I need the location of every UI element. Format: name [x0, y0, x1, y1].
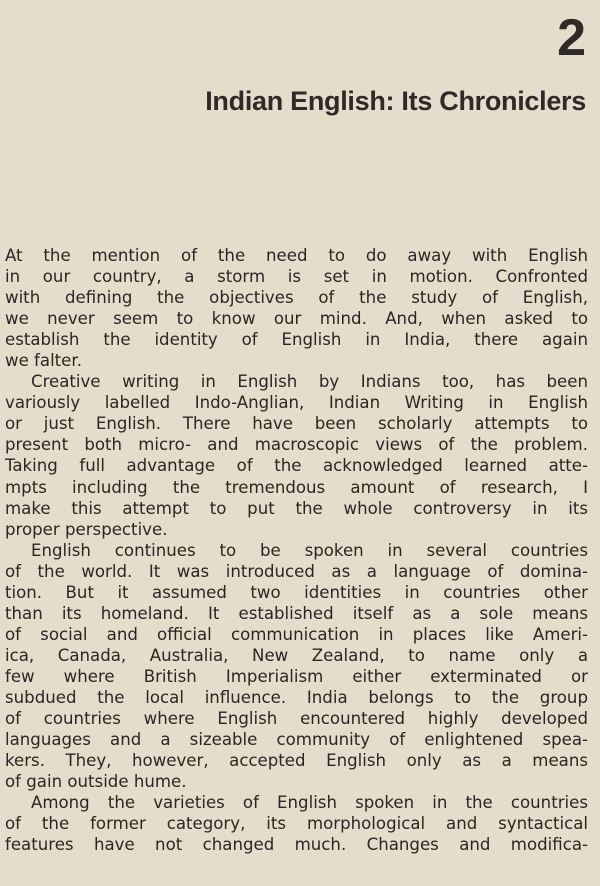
text-line: few where British Imperialism either exterminated or	[5, 666, 588, 686]
text-line: Creative writing in English by Indians too, has been	[31, 372, 588, 392]
text-line: variously labelled Indo-Anglian, Indian Writing in English	[5, 393, 588, 413]
text-line: of the former category, its morphological and syntactical	[5, 814, 588, 834]
text-line: than its homeland. It established itself as a sole means	[5, 603, 588, 623]
text-line: proper perspective.	[5, 519, 168, 539]
chapter-title: Indian English: Its Chroniclers	[205, 86, 586, 116]
text-line: or just English. There have been scholarly attempts to	[5, 414, 588, 434]
text-line: English continues to be spoken in several countries	[31, 540, 588, 560]
text-line: kers. They, however, accepted English only as a means	[5, 751, 588, 771]
text-line: At the mention of the need to do away with English	[5, 246, 588, 265]
text-line: features have not changed much. Changes and modifica-	[5, 835, 588, 855]
text-line: Among the varieties of English spoken in the countries	[31, 793, 588, 813]
text-line: in our country, a storm is set in motion. Confronted	[5, 267, 588, 287]
text-line: subdued the local influence. India belongs to the group	[5, 687, 588, 707]
text-line: ica, Canada, Australia, New Zealand, to name only a	[5, 645, 588, 665]
text-line: we falter.	[5, 351, 82, 371]
text-line: of social and official communication in places like Ameri-	[5, 624, 588, 644]
text-line: languages and a sizeable community of enlightened spea-	[5, 730, 588, 750]
body-text	[5, 245, 588, 855]
text-line: establish the identity of English in India, there again	[5, 330, 588, 350]
chapter-number: 2	[557, 9, 586, 67]
text-line: mpts including the tremendous amount of research, I	[5, 477, 588, 497]
text-line: present both micro- and macroscopic views of the problem.	[5, 435, 588, 455]
text-line: Taking full advantage of the acknowledged learned atte-	[5, 456, 588, 476]
text-line: tion. But it assumed two identities in countries other	[5, 582, 588, 602]
text-line: of the world. It was introduced as a language of domina-	[5, 561, 588, 581]
text-line: of countries where English encountered highly developed	[5, 709, 588, 729]
text-line: we never seem to know our mind. And, when asked to	[5, 309, 588, 329]
text-line: make this attempt to put the whole controversy in its	[5, 498, 588, 518]
text-line: with defining the objectives of the study of English,	[5, 288, 588, 308]
text-line: of gain outside hume.	[5, 772, 187, 792]
